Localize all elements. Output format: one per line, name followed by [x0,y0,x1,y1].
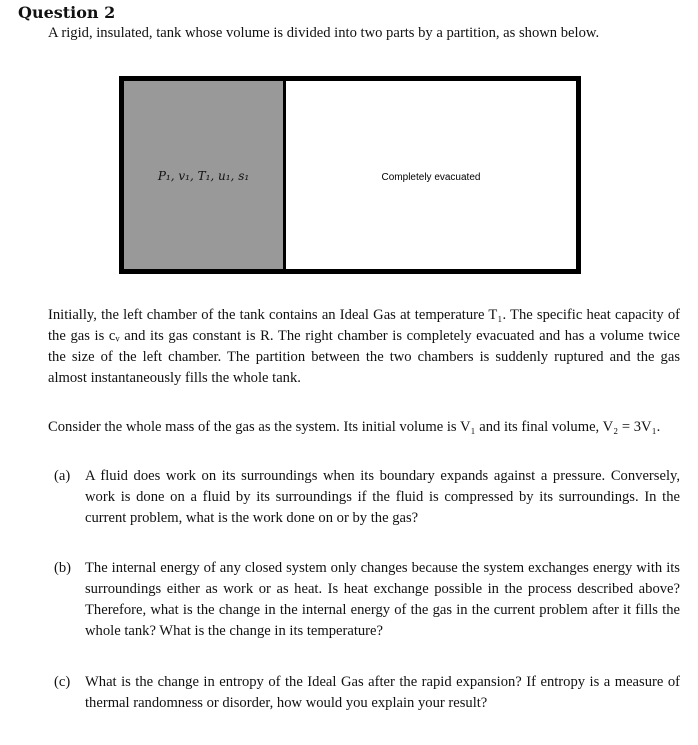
right-chamber [286,81,576,269]
paragraph-initial-conditions: Initially, the left chamber of the tank contains an Ideal Gas at temperature T₁. The specific heat capacity of the gas is cᵥ and its gas constant is R. The right chamber is completely evacuated and has a volume twice the size of the left chamber. The partition between the two chambers is suddenly ruptured and the gas almost instantaneously fills the whole tank. [48,307,680,386]
left-chamber-label: P₁, v₁, T₁, u₁, s₁ [157,169,250,183]
question-title: Question 2 [18,3,116,22]
paragraph-system-definition: Consider the whole mass of the gas as the system. Its initial volume is V₁ and its final volume, V₂ = 3V₁. [48,419,661,435]
tank-diagram [119,76,581,274]
item-text: The internal energy of any closed system only changes because the system exchanges energy with its surroundings either as work or as heat. Is heat exchange possible in the process described above? Therefore, what is the change in the internal energy of the gas in the current problem after it fills the whole tank? What is the change in its temperature? [85,560,680,639]
item-label: (b) [54,560,72,576]
item-label: (a) [54,468,71,484]
intro-paragraph: A rigid, insulated, tank whose volume is divided into two parts by a partition, as shown below. [48,25,600,41]
right-chamber-label: Completely evacuated [381,172,481,183]
item-text: A fluid does work on its surroundings when its boundary expands against a pressure. Conversely, work is done on a fluid by its surroundings if the fluid is compressed by its surroundings. In the current problem, what is the work done on or by the gas? [85,468,680,526]
item-label: (c) [54,674,71,690]
item-text: What is the change in entropy of the Ideal Gas after the rapid expansion? If entropy is a measure of thermal randomness or disorder, how would you explain your result? [85,674,680,711]
left-chamber [124,81,286,269]
